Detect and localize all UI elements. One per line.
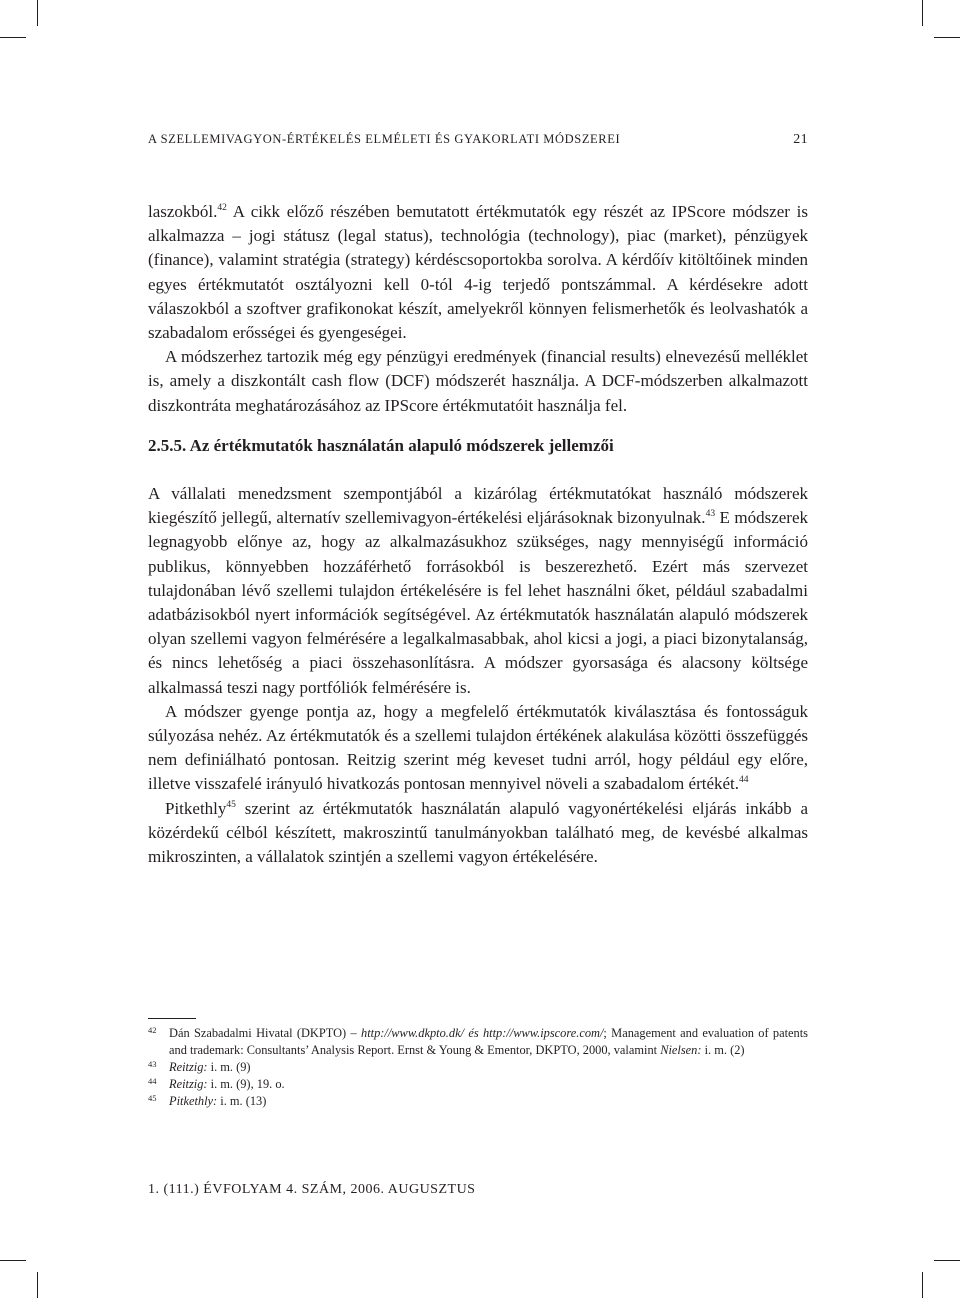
p5-text-a: Pitkethly: [165, 798, 227, 818]
footnote-divider: [148, 1018, 196, 1019]
crop-mark-bottom-left-h: [0, 1260, 26, 1261]
crop-mark-bottom-right-h: [934, 1260, 960, 1261]
p1-text-b: A cikk előző részében bemutatott értékmutatók egy részét az IPScore módszer is alkalmazza – jogi státusz (legal status), technológia (technology), piac (market), pénzügyek (finance), valamint stratégia (strategy) kérdéscsoportokba sorolva. A kérdőív kitöltőinek minden egyes értékmutatót osztályozni kell 0-tól 4-ig terjedő pontszámmal. A kérdésekre adott válaszokból a szoftver grafikonokat készít, amelyekről könnyen felismerhetők és leolvashatók a szabadalom erősségei és gyengeségei.: [148, 202, 808, 343]
footnote-43: [148, 1059, 808, 1076]
paragraph-1: [148, 200, 808, 345]
p3-text-b: E módszerek legnagyobb előnye az, hogy az alkalmazásukhoz szükséges, nagy mennyiségű információ publikus, könnyebben hozzáférhető forrásokból is beszerezhető. Ezért más szervezet tulajdonában lévő szellemi tulajdon értékelésére is fel lehet használni őket, például szabadalmi adatbázisokból nyert információk segítségével. Az értékmutatók használatán alapuló módszerek olyan szellemi vagyon felmérésére a legalkalmasabbak, ahol kicsi a jogi, a piaci bizonytalanság, és nincs lehetőség a piaci összehasonlításra. A módszer gyorsasága és alacsony költsége alkalmassá teszi nagy portfóliók felmérésére is.: [148, 508, 808, 697]
p4-text-a: A módszer gyenge pontja az, hogy a megfelelő értékmutatók kiválasztása és fontosságuk súlyozása nehéz. Az értékmutatók és a szellemi tulajdon értékének alakulása közötti összefüggés nem definiálható pontosan. Reitzig szerint még keveset tudni arról, hogy például egy előre, illetve visszafelé irányuló hivatkozás pontosan mennyivel növeli a szabadalom értékét.: [148, 701, 808, 794]
running-header: [148, 132, 808, 148]
footnote-number: 45: [148, 1093, 157, 1103]
p3-text-a: A vállalati menedzsment szempontjából a kizárólag értékmutatókat használó módszerek kiegészítő jellegű, alternatív szellemivagyon-értékelési eljárásoknak bizonyulnak.: [148, 484, 808, 528]
crop-mark-top-left-v: [37, 0, 38, 26]
footnote-text: Dán Szabadalmi Hivatal (DKPTO) –: [169, 1026, 361, 1040]
footnote-text: i. m. (9): [207, 1060, 251, 1074]
footnote-ref-43[interactable]: 43: [705, 509, 716, 520]
footnote-link[interactable]: http://www.dkpto.dk/ és http://www.ipscore.com/: [361, 1026, 604, 1040]
footnote-author: Nielsen:: [660, 1043, 702, 1057]
p1-text-a: laszokból.: [148, 202, 218, 221]
paragraph-5: [148, 797, 808, 870]
footnote-ref-45[interactable]: 45: [226, 799, 236, 810]
footnote-ref-42[interactable]: 42: [217, 203, 227, 213]
footnote-author: Reitzig:: [169, 1060, 208, 1074]
footnote-text: ; Management and evaluation of patents and trademark: Consultants’ Analysis Report. Ernst & Young & Ementor, DKPTO, 2000, valamint: [169, 1026, 809, 1057]
footnote-text: i. m. (2): [701, 1043, 745, 1057]
footnote-text: i. m. (13): [217, 1094, 267, 1108]
footnote-author: Reitzig:: [169, 1077, 208, 1091]
footnotes: [148, 1025, 808, 1110]
paragraph-4: [148, 700, 808, 797]
footnote-author: Pitkethly:: [169, 1094, 218, 1108]
footnote-text: i. m. (9), 19. o.: [207, 1077, 285, 1091]
page-number: 21: [793, 132, 808, 147]
section-number: 2.5.5.: [148, 435, 187, 455]
footnote-number: 42: [148, 1025, 157, 1035]
footnote-45: [148, 1093, 808, 1110]
footnote-number: 44: [148, 1076, 157, 1086]
p2-text: A módszerhez tartozik még egy pénzügyi eredmények (financial results) elnevezésű melléklet is, amely a diszkontált cash flow (DCF) módszerét használja. A DCF-módszerben alkalmazott diszkontráta meghatározásához az IPScore értékmutatóit használja fel.: [148, 347, 808, 415]
p5-text-b: szerint az értékmutatók használatán alapuló vagyonértékelési eljárás inkább a közérdekű célból készített, makroszintű tanulmányokban található meg, de kevésbé alkalmas mikroszinten, a vállalatok szintjén a szellemi vagyon értékelésére.: [148, 798, 808, 867]
page-footer: 1. (111.) ÉVFOLYAM 4. SZÁM, 2006. AUGUSZTUS: [148, 1182, 476, 1197]
footnote-42: [148, 1025, 808, 1059]
footnote-44: [148, 1076, 808, 1093]
crop-mark-bottom-left-v: [37, 1272, 38, 1298]
footnote-ref-44[interactable]: 44: [739, 775, 749, 786]
crop-mark-top-right-h: [934, 37, 960, 38]
paragraph-2: [148, 345, 808, 418]
section-heading: [148, 434, 808, 458]
crop-mark-top-left-h: [0, 37, 26, 38]
main-text: [148, 200, 808, 869]
section-title: Az értékmutatók használatán alapuló módszerek jellemzői: [189, 435, 614, 455]
crop-mark-top-right-v: [922, 0, 923, 26]
running-title: A SZELLEMIVAGYON-ÉRTÉKELÉS ELMÉLETI ÉS GYAKORLATI MÓDSZEREI: [148, 132, 621, 146]
paragraph-3: [148, 482, 808, 700]
footnote-number: 43: [148, 1059, 157, 1069]
crop-mark-bottom-right-v: [922, 1272, 923, 1298]
